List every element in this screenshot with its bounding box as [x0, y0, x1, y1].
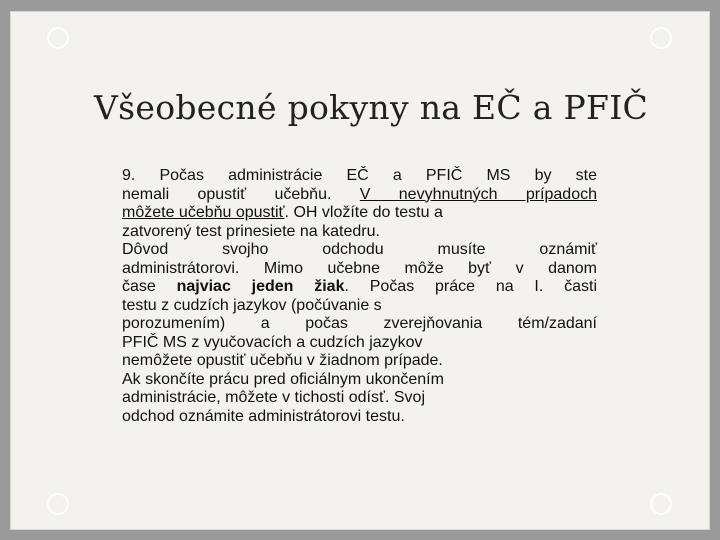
body-line	[122, 278, 597, 297]
body-line: Ak skončíte prácu pred oficiálnym ukončením	[122, 370, 444, 388]
body-line: nemôžete opustiť učebňu v žiadnom prípade.	[122, 352, 443, 369]
ring-ornament-bottom-left	[47, 493, 69, 515]
body-line	[122, 204, 597, 223]
body-line: PFIČ MS z vyučovacích a cudzích jazykov	[122, 333, 423, 351]
ring-ornament-top-right	[650, 27, 672, 49]
underlined-text: môžete učebňu opustiť	[122, 204, 285, 221]
body-line: 9. Počas administrácie EČ a PFIČ MS by ste	[122, 167, 597, 184]
body-line	[122, 186, 597, 205]
body-line: testu z cudzích jazykov (počúvanie s	[122, 296, 382, 314]
ring-ornament-bottom-right	[650, 493, 672, 515]
slide-title: Všeobecné pokyny na EČ a PFIČ	[94, 88, 649, 127]
body-line: odchod oznámite administrátorovi testu.	[122, 407, 405, 425]
body-line: Dôvod svojho odchodu musíte oznámiť	[122, 241, 597, 258]
body-line: administrácie, môžete v tichosti odísť. Svoj	[122, 389, 426, 406]
body-line: porozumením) a počas zverejňovania tém/zadaní	[122, 315, 597, 332]
ring-ornament-top-left	[47, 27, 69, 49]
body-text-fragment: nemali opustiť učebňu.	[122, 185, 360, 203]
body-line: administrátorovi. Mimo učebne môže byť v danom	[122, 259, 597, 277]
underlined-text: V nevyhnutných prípadoch	[359, 185, 597, 203]
body-text-fragment: . OH vložíte do testu a	[284, 204, 443, 221]
bold-text: najviac jeden žiak	[176, 278, 345, 295]
slide-body-text	[122, 167, 597, 426]
body-text-fragment: . Počas práce na I. časti	[344, 278, 597, 295]
body-line: zatvorený test prinesiete na katedru.	[122, 222, 380, 240]
body-text-fragment: čase	[122, 278, 177, 295]
